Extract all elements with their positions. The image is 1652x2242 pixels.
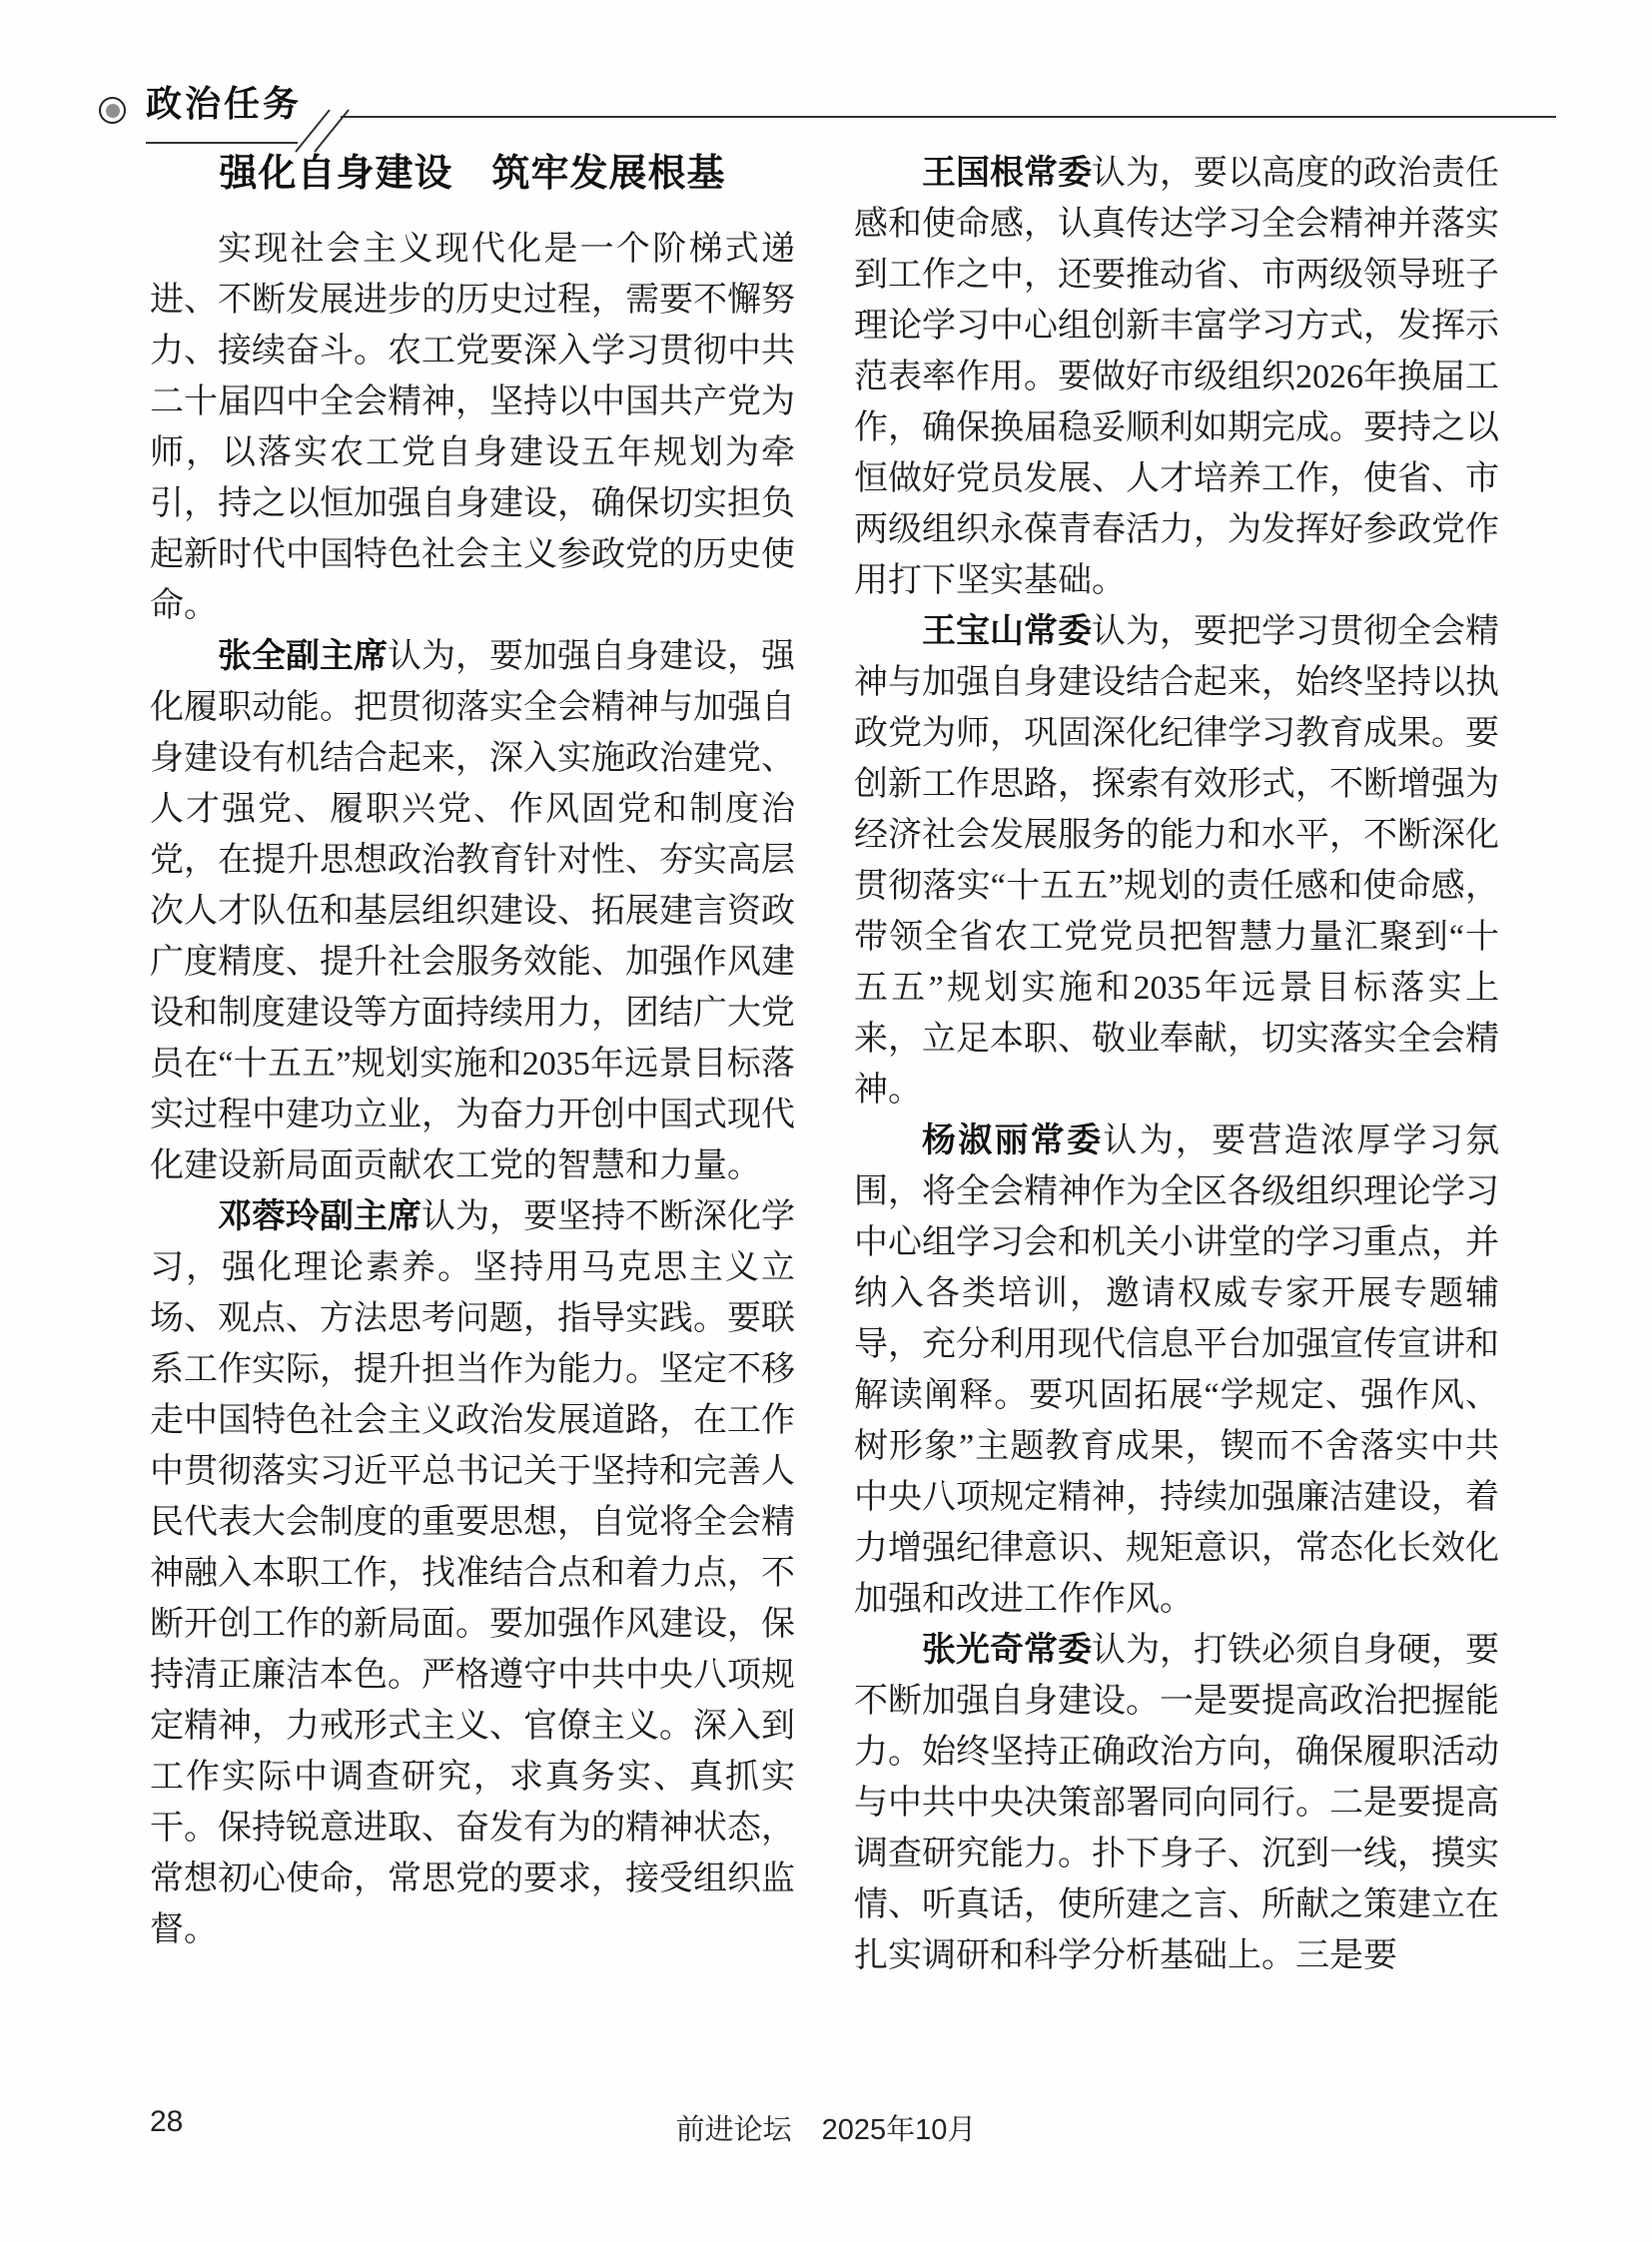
right-column: [854, 148, 1499, 1981]
page-number: 28: [150, 2105, 184, 2138]
journal-name: 前进论坛: [675, 2114, 792, 2146]
speaker-name: 杨淑丽常委: [922, 1121, 1104, 1159]
paragraph-dengrongling: [150, 1191, 795, 1955]
paragraph-text: 认为，要以高度的政治责任感和使命感，认真传达学习全会精神并落实到工作之中，还要推动省、市两级领导班子理论学习中心组创新丰富学习方式，发挥示范表率作用。要做好市级组织2026年换届工作，确保换届稳妥顺利如期完成。要持之以恒做好党员发展、人才培养工作，使省、市两级组织永葆青春活力，为发挥好参政党作用打下坚实基础。: [854, 155, 1499, 599]
issue-date: 2025年10月: [821, 2114, 977, 2146]
paragraph-text: 实现社会主义现代化是一个阶梯式递进、不断发展进步的历史过程，需要不懈努力、接续奋斗。农工党要深入学习贯彻中共二十届四中全会精神，坚持以中国共产党为师，以落实农工党自身建设五年规划为牵引，持之以恒加强自身建设，确保切实担负起新时代中国特色社会主义参政党的历史使命。: [150, 231, 795, 624]
paragraph-yangshuli: [854, 1116, 1499, 1625]
section-label: 政治任务: [146, 83, 303, 124]
left-column: [150, 148, 795, 1955]
paragraph-wangbaoshan: [854, 606, 1499, 1116]
paragraph-text: 认为，打铁必须自身硬，要不断加强自身建设。一是要提高政治把握能力。始终坚持正确政治方向，确保履职活动与中共中央决策部署同向同行。二是要提高调查研究能力。扑下身子、沉到一线，摸实情、听真话，使所建之言、所献之策建立在扎实调研和科学分析基础上。三是要: [854, 1632, 1499, 1974]
speaker-name: 张光奇常委: [922, 1631, 1092, 1669]
paragraph-zhangguangqi: [854, 1625, 1499, 1981]
speaker-name: 邓蓉玲副主席: [218, 1197, 421, 1235]
footer-center: [0, 2107, 1652, 2148]
speaker-name: 王宝山常委: [922, 612, 1092, 650]
article-title: 强化自身建设 筑牢发展根基: [219, 153, 726, 195]
paragraph-intro: [150, 224, 795, 631]
speaker-name: 张全副主席: [218, 637, 388, 675]
speaker-name: 王国根常委: [922, 154, 1092, 192]
paragraph-text: 认为，要加强自身建设，强化履职动能。把贯彻落实全会精神与加强自身建设有机结合起来，深入实施政治建党、人才强党、履职兴党、作风固党和制度治党，在提升思想政治教育针对性、夯实高层次人才队伍和基层组织建设、拓展建言资政广度精度、提升社会服务效能、加强作风建设和制度建设等方面持续用力，团结广大党员在“十五五”规划实施和2035年远景目标落实过程中建功立业，为奋力开创中国式现代化建设新局面贡献农工党的智慧和力量。: [150, 638, 795, 1184]
paragraph-wangguogen: [854, 148, 1499, 606]
paragraph-text: 认为，要坚持不断深化学习，强化理论素养。坚持用马克思主义立场、观点、方法思考问题，指导实践。要联系工作实际，提升担当作为能力。坚定不移走中国特色社会主义政治发展道路，在工作中贯彻落实习近平总书记关于坚持和完善人民代表大会制度的重要思想，自觉将全会精神融入本职工作，找准结合点和着力点，不断开创工作的新局面。要加强作风建设，保持清正廉洁本色。严格遵守中共中央八项规定精神，力戒形式主义、官僚主义。深入到工作实际中调查研究，求真务实、真抓实干。保持锐意进取、奋发有为的精神状态，常想初心使命，常思党的要求，接受组织监督。: [150, 1198, 795, 1948]
paragraph-zhangquan: [150, 631, 795, 1191]
paragraph-text: 认为，要营造浓厚学习氛围，将全会精神作为全区各级组织理论学习中心组学习会和机关小讲堂的学习重点，并纳入各类培训，邀请权威专家开展专题辅导，充分利用现代信息平台加强宣传宣讲和解读阐释。要巩固拓展“学规定、强作风、树形象”主题教育成果，锲而不舍落实中共中央八项规定精神，持续加强廉洁建设，着力增强纪律意识、规矩意识，常态化长效化加强和改进工作作风。: [854, 1122, 1500, 1618]
paragraph-text: 认为，要把学习贯彻全会精神与加强自身建设结合起来，始终坚持以执政党为师，巩固深化纪律学习教育成果。要创新工作思路，探索有效形式，不断增强为经济社会发展服务的能力和水平，不断深化贯彻落实“十五五”规划的责任感和使命感，带领全省农工党党员把智慧力量汇聚到“十五五”规划实施和2035年远景目标落实上来，立足本职、敬业奉献，切实落实全会精神。: [854, 613, 1499, 1109]
